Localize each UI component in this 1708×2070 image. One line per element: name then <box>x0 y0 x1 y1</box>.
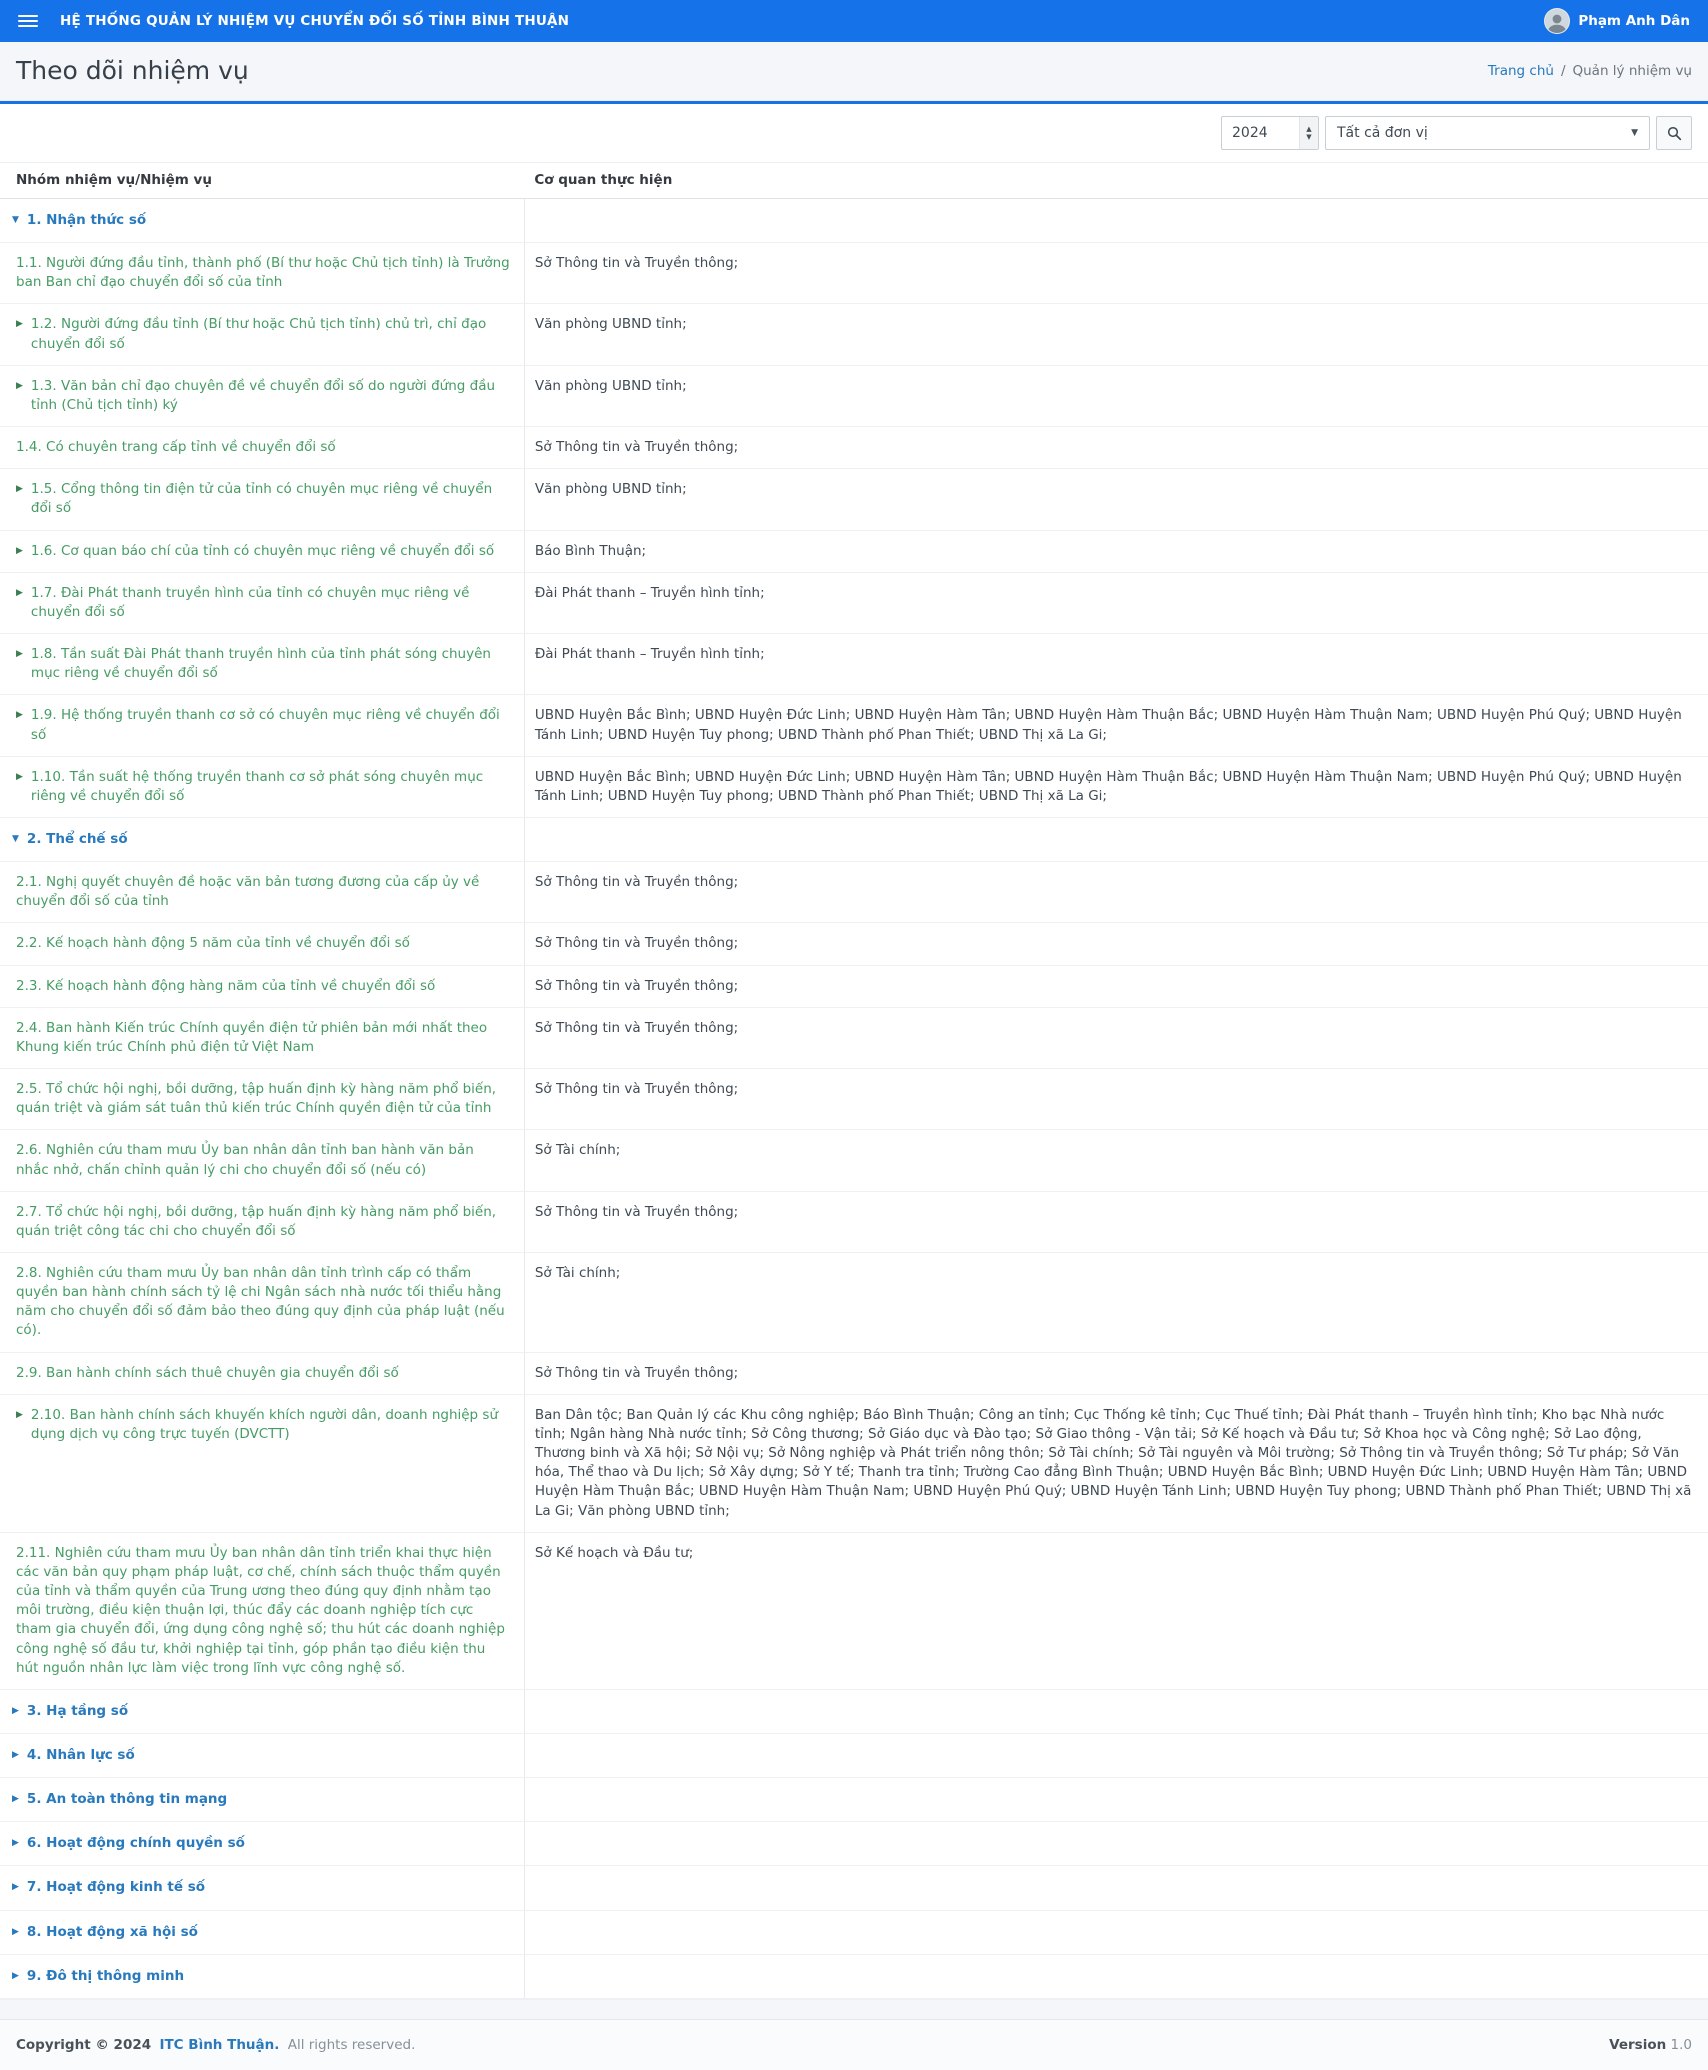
task-cell <box>0 243 524 304</box>
task-row <box>0 862 1708 923</box>
expand-icon[interactable]: ▶ <box>16 545 23 556</box>
group-label-link[interactable]: 7. Hoạt động kinh tế số <box>26 1879 206 1896</box>
agency-cell: Sở Thông tin và Truyền thông; <box>524 965 1708 1007</box>
app-title: HỆ THỐNG QUẢN LÝ NHIỆM VỤ CHUYỂN ĐỔI SỐ TỈNH BÌNH THUẬN <box>60 13 570 29</box>
task-table-body <box>0 199 1708 1999</box>
task-row <box>0 530 1708 572</box>
task-label-link[interactable]: 1.9. Hệ thống truyền thanh cơ sở có chuyên mục riêng về chuyển đổi số <box>30 707 500 743</box>
expand-icon[interactable]: ▶ <box>16 587 23 598</box>
task-row <box>0 695 1708 756</box>
menu-toggle-icon[interactable] <box>18 15 38 27</box>
agency-cell <box>524 1822 1708 1866</box>
task-cell <box>0 1822 524 1866</box>
expand-icon[interactable]: ▶ <box>12 1838 19 1849</box>
agency-cell: Ban Dân tộc; Ban Quản lý các Khu công nghiệp; Báo Bình Thuận; Công an tỉnh; Cục Thống kê tỉnh; Cục Thuế tỉnh; Đài Phát thanh – Truyền hình tỉnh; Kho bạc Nhà nước tỉnh; Ngân hàng Nhà nước tỉnh; Sở Công thương; Sở Giáo dục và Đào tạo; Sở Giao thông - Vận tải; Sở Kế hoạch và Đầu tư; Sở Khoa học và Công nghệ; Sở Lao động, Thương binh và Xã hội; Sở Nội vụ; Sở Nông nghiệp và Phát triển nông thôn; Sở Tài chính; Sở Tài nguyên và Môi trường; Sở Thông tin và Truyền thông; Sở Tư pháp; Sở Văn hóa, Thể thao và Du lịch; Sở Xây dựng; Sở Y tế; Thanh tra tỉnh; Trường Cao đẳng Bình Thuận; UBND Huyện Bắc Bình; UBND Huyện Đức Linh; UBND Huyện Hàm Tân; UBND Huyện Hàm Thuận Bắc; UBND Huyện Hàm Thuận Nam; UBND Huyện Phú Quý; UBND Huyện Tánh Linh; UBND Huyện Tuy phong; UBND Thành phố Phan Thiết; UBND Thị xã La Gi; Văn phòng UBND tỉnh; <box>524 1394 1708 1532</box>
collapse-icon[interactable]: ▼ <box>12 833 19 844</box>
task-row <box>0 1007 1708 1068</box>
task-cell <box>0 634 524 695</box>
group-label-link[interactable]: 8. Hoạt động xã hội số <box>26 1923 198 1940</box>
chevron-down-icon: ▼ <box>1631 128 1638 138</box>
task-cell <box>0 365 524 426</box>
task-cell <box>0 1394 524 1532</box>
task-label-link[interactable]: 2.11. Nghiên cứu tham mưu Ủy ban nhân dân tỉnh triển khai thực hiện các văn bản quy phạm pháp luật, cơ chế, chính sách thuộc thẩm quyền của tỉnh và thẩm quyền của Trung ương theo đúng quy định nhằm tạo môi trường, điều kiện thuận lợi, thúc đẩy các doanh nghiệp tích cực tham gia chuyển đổi, ứng dụng công nghệ số; thu hút các doanh nghiệp công nghệ số đầu tư, khởi nghiệp tại tỉnh, góp phần tạo điều kiện thu hút nguồn nhân lực làm việc trong lĩnh vực công nghệ số. <box>16 1544 505 1676</box>
task-row <box>0 1352 1708 1394</box>
expand-icon[interactable]: ▶ <box>12 1926 19 1937</box>
agency-cell: Văn phòng UBND tỉnh; <box>524 469 1708 530</box>
breadcrumb-home-link[interactable]: Trang chủ <box>1487 62 1554 79</box>
agency-cell: UBND Huyện Bắc Bình; UBND Huyện Đức Linh; UBND Huyện Hàm Tân; UBND Huyện Hàm Thuận Bắc; UBND Huyện Hàm Thuận Nam; UBND Huyện Phú Quý; UBND Huyện Tánh Linh; UBND Huyện Tuy phong; UBND Thành phố Phan Thiết; UBND Thị xã La Gi; <box>524 756 1708 817</box>
task-cell <box>0 1253 524 1353</box>
task-label-link[interactable]: 1.3. Văn bản chỉ đạo chuyên đề về chuyển đổi số do người đứng đầu tỉnh (Chủ tịch tỉnh) ký <box>30 377 496 413</box>
task-row <box>0 469 1708 530</box>
group-label-link[interactable]: 9. Đô thị thông minh <box>26 1967 185 1984</box>
group-label-link[interactable]: 3. Hạ tầng số <box>26 1702 129 1719</box>
expand-icon[interactable]: ▶ <box>16 1409 23 1420</box>
task-label-link[interactable]: 2.10. Ban hành chính sách khuyến khích người dân, doanh nghiệp sử dụng dịch vụ công trực tuyến (DVCTT) <box>30 1406 499 1442</box>
page-title: Theo dõi nhiệm vụ <box>16 56 249 85</box>
breadcrumb-current: Quản lý nhiệm vụ <box>1572 62 1692 79</box>
main-footer <box>0 2019 1708 2070</box>
group-label-link[interactable]: 6. Hoạt động chính quyền số <box>26 1835 245 1852</box>
tasks-card <box>0 101 1708 1999</box>
agency-cell: Đài Phát thanh – Truyền hình tỉnh; <box>524 634 1708 695</box>
task-cell <box>0 427 524 469</box>
group-row <box>0 1866 1708 1910</box>
task-row <box>0 427 1708 469</box>
agency-cell: Sở Thông tin và Truyền thông; <box>524 862 1708 923</box>
expand-icon[interactable]: ▶ <box>16 380 23 391</box>
task-label-link[interactable]: 1.6. Cơ quan báo chí của tỉnh có chuyên mục riêng về chuyển đổi số <box>30 542 495 559</box>
task-row <box>0 1532 1708 1689</box>
breadcrumb-separator: / <box>1560 62 1566 79</box>
task-cell <box>0 1130 524 1191</box>
task-cell <box>0 1007 524 1068</box>
task-cell <box>0 965 524 1007</box>
expand-icon[interactable]: ▶ <box>12 1705 19 1716</box>
task-cell <box>0 1352 524 1394</box>
expand-icon[interactable]: ▶ <box>12 1794 19 1805</box>
agency-cell <box>524 199 1708 243</box>
person-icon <box>1545 11 1569 33</box>
copyright-brand-link[interactable]: ITC Bình Thuận. <box>159 2036 280 2053</box>
user-avatar <box>1544 8 1570 34</box>
task-row <box>0 965 1708 1007</box>
task-row <box>0 634 1708 695</box>
agency-cell: Sở Thông tin và Truyền thông; <box>524 243 1708 304</box>
agency-cell <box>524 1778 1708 1822</box>
agency-cell <box>524 817 1708 861</box>
expand-icon[interactable]: ▶ <box>16 710 23 721</box>
task-cell <box>0 1866 524 1910</box>
agency-cell <box>524 1689 1708 1733</box>
group-row <box>0 1954 1708 1998</box>
expand-icon[interactable]: ▶ <box>12 1970 19 1981</box>
task-label-link[interactable]: 1.8. Tần suất Đài Phát thanh truyền hình của tỉnh phát sóng chuyên mục riêng về chuyển đổi số <box>30 646 491 682</box>
task-label-link[interactable]: 2.3. Kế hoạch hành động hàng năm của tỉnh về chuyển đổi số <box>16 977 436 994</box>
expand-icon[interactable]: ▶ <box>16 319 23 330</box>
spinner-down-icon[interactable]: ▼ <box>1306 132 1312 141</box>
group-label-link[interactable]: 1. Nhận thức số <box>26 212 147 228</box>
agency-cell: Sở Thông tin và Truyền thông; <box>524 1069 1708 1130</box>
task-row <box>0 1130 1708 1191</box>
group-row <box>0 1778 1708 1822</box>
task-cell <box>0 304 524 365</box>
group-label-link[interactable]: 2. Thể chế số <box>26 830 128 847</box>
task-cell <box>0 199 524 243</box>
spinner-up-icon[interactable]: ▲ <box>1306 124 1312 133</box>
task-cell <box>0 1778 524 1822</box>
task-label-link[interactable]: 2.1. Nghị quyết chuyên đề hoặc văn bản tương đương của cấp ủy về chuyển đổi số của tỉnh <box>16 874 480 910</box>
task-label-link[interactable]: 2.8. Nghiên cứu tham mưu Ủy ban nhân dân tỉnh trình cấp có thẩm quyền ban hành chính sách tỷ lệ chi Ngân sách nhà nước tối thiểu hằng năm cho chuyển đổi số đảm bảo theo đúng quy định của pháp luật (nếu có). <box>16 1265 505 1339</box>
year-input[interactable] <box>1221 116 1319 150</box>
task-cell <box>0 530 524 572</box>
task-label-link[interactable]: 2.2. Kế hoạch hành động 5 năm của tỉnh về chuyển đổi số <box>16 935 410 952</box>
task-label-link[interactable]: 2.6. Nghiên cứu tham mưu Ủy ban nhân dân tỉnh ban hành văn bản nhắc nhở, chấn chỉnh quản lý chi cho chuyển đổi số (nếu có) <box>16 1142 474 1178</box>
task-row <box>0 756 1708 817</box>
task-row <box>0 243 1708 304</box>
task-label-link[interactable]: 1.7. Đài Phát thanh truyền hình của tỉnh có chuyên mục riêng về chuyển đổi số <box>30 584 470 620</box>
expand-icon[interactable]: ▶ <box>16 649 23 660</box>
task-cell <box>0 1532 524 1689</box>
task-label-link[interactable]: 1.4. Có chuyên trang cấp tỉnh về chuyển đổi số <box>16 439 336 456</box>
unit-select[interactable] <box>1325 116 1650 150</box>
task-cell <box>0 756 524 817</box>
agency-cell <box>524 1733 1708 1777</box>
task-cell <box>0 1191 524 1252</box>
group-row <box>0 1733 1708 1777</box>
task-row <box>0 304 1708 365</box>
agency-cell: Sở Kế hoạch và Đầu tư; <box>524 1532 1708 1689</box>
agency-cell <box>524 1910 1708 1954</box>
top-navbar <box>0 0 1708 42</box>
task-label-link[interactable]: 1.2. Người đứng đầu tỉnh (Bí thư hoặc Chủ tịch tỉnh) chủ trì, chỉ đạo chuyển đổi số <box>30 316 487 352</box>
agency-cell: Sở Thông tin và Truyền thông; <box>524 1352 1708 1394</box>
tasks-table <box>0 162 1708 1999</box>
table-header-row <box>0 163 1708 199</box>
year-spinner[interactable] <box>1299 117 1318 149</box>
task-label-link[interactable]: 1.1. Người đứng đầu tỉnh, thành phố (Bí thư hoặc Chủ tịch tỉnh) là Trưởng ban Ban chỉ đạo chuyển đổi số của tỉnh <box>16 255 510 291</box>
agency-cell: Báo Bình Thuận; <box>524 530 1708 572</box>
group-row <box>0 1910 1708 1954</box>
content-header <box>0 42 1708 101</box>
column-header-agency: Cơ quan thực hiện <box>524 163 1708 199</box>
task-row <box>0 1394 1708 1532</box>
task-cell <box>0 469 524 530</box>
task-label-link[interactable]: 2.4. Ban hành Kiến trúc Chính quyền điện tử phiên bản mới nhất theo Khung kiến trúc Chính phủ điện tử Việt Nam <box>16 1019 488 1055</box>
agency-cell: Văn phòng UBND tỉnh; <box>524 365 1708 426</box>
agency-cell: Văn phòng UBND tỉnh; <box>524 304 1708 365</box>
task-row <box>0 572 1708 633</box>
agency-cell: Đài Phát thanh – Truyền hình tỉnh; <box>524 572 1708 633</box>
task-label-link[interactable]: 2.7. Tổ chức hội nghị, bồi dưỡng, tập huấn định kỳ hàng năm phổ biến, quán triệt công tác chi cho chuyển đổi số <box>16 1203 497 1239</box>
task-cell <box>0 862 524 923</box>
copyright-rights: All rights reserved. <box>287 2036 416 2053</box>
version-value: 1.0 <box>1670 2036 1692 2053</box>
expand-icon[interactable]: ▶ <box>12 1882 19 1893</box>
group-row <box>0 1822 1708 1866</box>
agency-cell <box>524 1954 1708 1998</box>
task-cell <box>0 695 524 756</box>
task-row <box>0 1191 1708 1252</box>
agency-cell: Sở Thông tin và Truyền thông; <box>524 1191 1708 1252</box>
agency-cell: Sở Tài chính; <box>524 1253 1708 1353</box>
task-cell <box>0 1689 524 1733</box>
agency-cell: Sở Thông tin và Truyền thông; <box>524 427 1708 469</box>
task-cell <box>0 817 524 861</box>
task-label-link[interactable]: 2.9. Ban hành chính sách thuê chuyên gia chuyển đổi số <box>16 1364 399 1381</box>
task-cell <box>0 1733 524 1777</box>
search-button[interactable] <box>1656 116 1692 150</box>
task-row <box>0 1253 1708 1353</box>
expand-icon[interactable]: ▶ <box>16 771 23 782</box>
expand-icon[interactable]: ▶ <box>12 1749 19 1760</box>
year-value: 2024 <box>1232 125 1268 141</box>
agency-cell: Sở Thông tin và Truyền thông; <box>524 923 1708 965</box>
task-row <box>0 365 1708 426</box>
filter-toolbar <box>0 104 1708 162</box>
task-cell <box>0 1910 524 1954</box>
agency-cell: Sở Tài chính; <box>524 1130 1708 1191</box>
agency-cell: UBND Huyện Bắc Bình; UBND Huyện Đức Linh; UBND Huyện Hàm Tân; UBND Huyện Hàm Thuận Bắc; UBND Huyện Hàm Thuận Nam; UBND Huyện Phú Quý; UBND Huyện Tánh Linh; UBND Huyện Tuy phong; UBND Thành phố Phan Thiết; UBND Thị xã La Gi; <box>524 695 1708 756</box>
version-text <box>1609 2037 1692 2053</box>
version-label: Version <box>1609 2036 1667 2053</box>
copyright-text <box>16 2037 419 2053</box>
user-menu[interactable] <box>1544 8 1690 34</box>
task-cell <box>0 1069 524 1130</box>
expand-icon[interactable]: ▶ <box>16 484 23 495</box>
task-row <box>0 923 1708 965</box>
unit-select-value: Tất cả đơn vị <box>1337 125 1428 141</box>
agency-cell <box>524 1866 1708 1910</box>
collapse-icon[interactable]: ▼ <box>12 215 19 225</box>
user-name: Phạm Anh Dân <box>1578 13 1690 29</box>
task-cell <box>0 923 524 965</box>
task-label-link[interactable]: 1.5. Cổng thông tin điện tử của tỉnh có chuyên mục riêng về chuyển đổi số <box>30 481 493 517</box>
group-row <box>0 199 1708 243</box>
group-label-link[interactable]: 4. Nhân lực số <box>26 1746 135 1763</box>
breadcrumb <box>1488 63 1692 79</box>
group-row <box>0 817 1708 861</box>
search-icon <box>1667 126 1682 141</box>
copyright-year: Copyright © 2024 <box>16 2036 152 2053</box>
task-row <box>0 1069 1708 1130</box>
column-header-task: Nhóm nhiệm vụ/Nhiệm vụ <box>0 163 524 199</box>
task-cell <box>0 1954 524 1998</box>
group-row <box>0 1689 1708 1733</box>
task-cell <box>0 572 524 633</box>
group-label-link[interactable]: 5. An toàn thông tin mạng <box>26 1791 228 1808</box>
task-label-link[interactable]: 1.10. Tần suất hệ thống truyền thanh cơ sở phát sóng chuyên mục riêng về chuyển đổi số <box>30 768 484 804</box>
task-label-link[interactable]: 2.5. Tổ chức hội nghị, bồi dưỡng, tập huấn định kỳ hàng năm phổ biến, quán triệt và giám sát tuân thủ kiến trúc Chính quyền điện tử của tỉnh <box>16 1081 497 1117</box>
agency-cell: Sở Thông tin và Truyền thông; <box>524 1007 1708 1068</box>
